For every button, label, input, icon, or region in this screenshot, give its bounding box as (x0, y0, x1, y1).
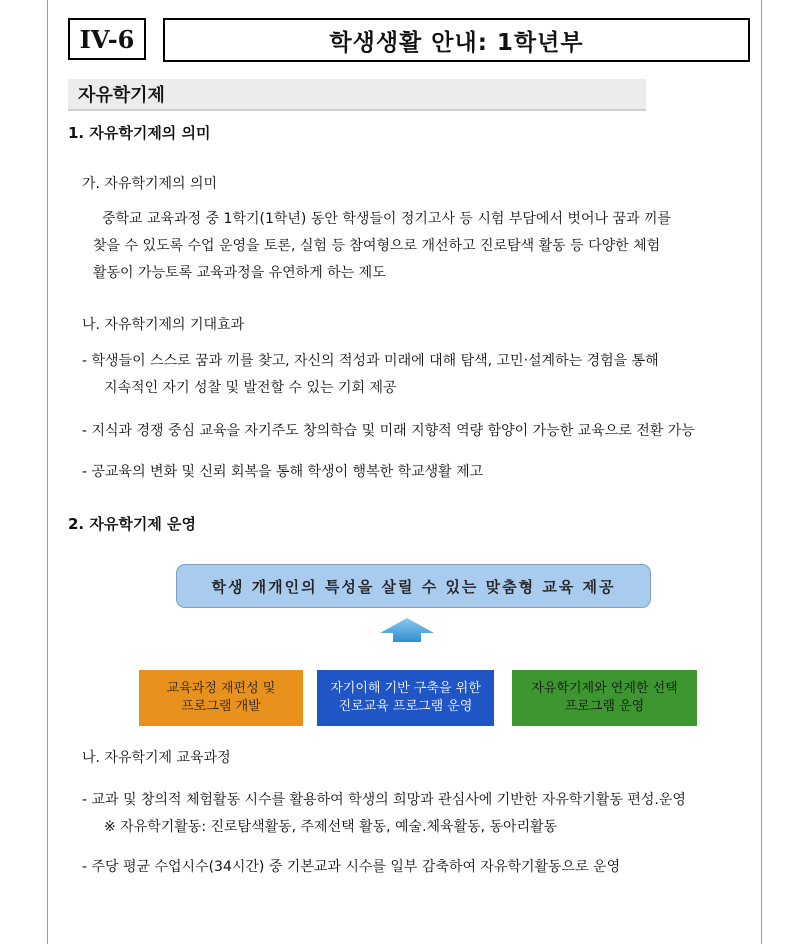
up-arrow-icon (379, 617, 435, 643)
program-box-elective (512, 670, 697, 726)
curriculum-item-1: - 교과 및 창의적 체험활동 시수를 활용하여 학생의 희망과 관심사에 기반한 자유학기활동 편성.운영 (82, 792, 686, 808)
program-box-career-label: 자기이해 기반 구축을 위한 진로교육 프로그램 운영 (330, 681, 481, 714)
meaning-line-3: 활동이 가능토록 교육과정을 유연하게 하는 제도 (93, 265, 386, 281)
section-1-heading: 1. 자유학기제의 의미 (68, 124, 211, 142)
program-box-elective-label: 자유학기제와 연계한 선택 프로그램 운영 (531, 681, 678, 714)
section-2-heading: 2. 자유학기제 운영 (68, 515, 197, 533)
effect-item-1: - 학생들이 스스로 꿈과 끼를 찾고, 자신의 적성과 미래에 대해 탐색, 고민‧설계하는 경험을 통해 (82, 353, 659, 369)
subsection-a-label: 가. 자유학기제의 의미 (82, 176, 218, 192)
page-title: 학생생활 안내: 1학년부 (163, 18, 750, 62)
section-number: IV-6 (68, 18, 146, 60)
meaning-line-1: 중학교 교육과정 중 1학기(1학년) 동안 학생들이 정기고사 등 시험 부담에서 벗어나 꿈과 끼를 (102, 211, 672, 227)
program-box-curriculum (139, 670, 303, 726)
page-border-left (47, 0, 48, 944)
subsection-b-label: 나. 자유학기제의 기대효과 (82, 317, 245, 333)
effect-item-3: - 공교육의 변화 및 신뢰 회복을 통해 학생이 행복한 학교생활 제고 (82, 464, 484, 480)
page-border-right (761, 0, 762, 944)
sub-header: 자유학기제 (68, 79, 646, 111)
curriculum-item-2: - 주당 평균 수업시수(34시간) 중 기본교과 시수를 일부 감축하여 자유학기활동으로 운영 (82, 859, 621, 875)
curriculum-note: ※ 자유학기활동: 진로탐색활동, 주제선택 활동, 예술.체육활동, 동아리활동 (104, 819, 558, 835)
subsection-c-label: 나. 자유학기제 교육과정 (82, 750, 231, 766)
meaning-line-2: 찾을 수 있도록 수업 운영을 토론, 실험 등 참여형으로 개선하고 진로탐색 활동 등 다양한 체험 (93, 238, 661, 254)
program-box-curriculum-label: 교육과정 재편성 및 프로그램 개발 (166, 681, 276, 714)
program-box-career (317, 670, 494, 726)
goal-banner: 학생 개개인의 특성을 살릴 수 있는 맞춤형 교육 제공 (176, 564, 651, 608)
effect-item-1-cont: 지속적인 자기 성찰 및 발전할 수 있는 기회 제공 (104, 380, 397, 396)
effect-item-2: - 지식과 경쟁 중심 교육을 자기주도 창의학습 및 미래 지향적 역량 함양이 가능한 교육으로 전환 가능 (82, 423, 695, 439)
